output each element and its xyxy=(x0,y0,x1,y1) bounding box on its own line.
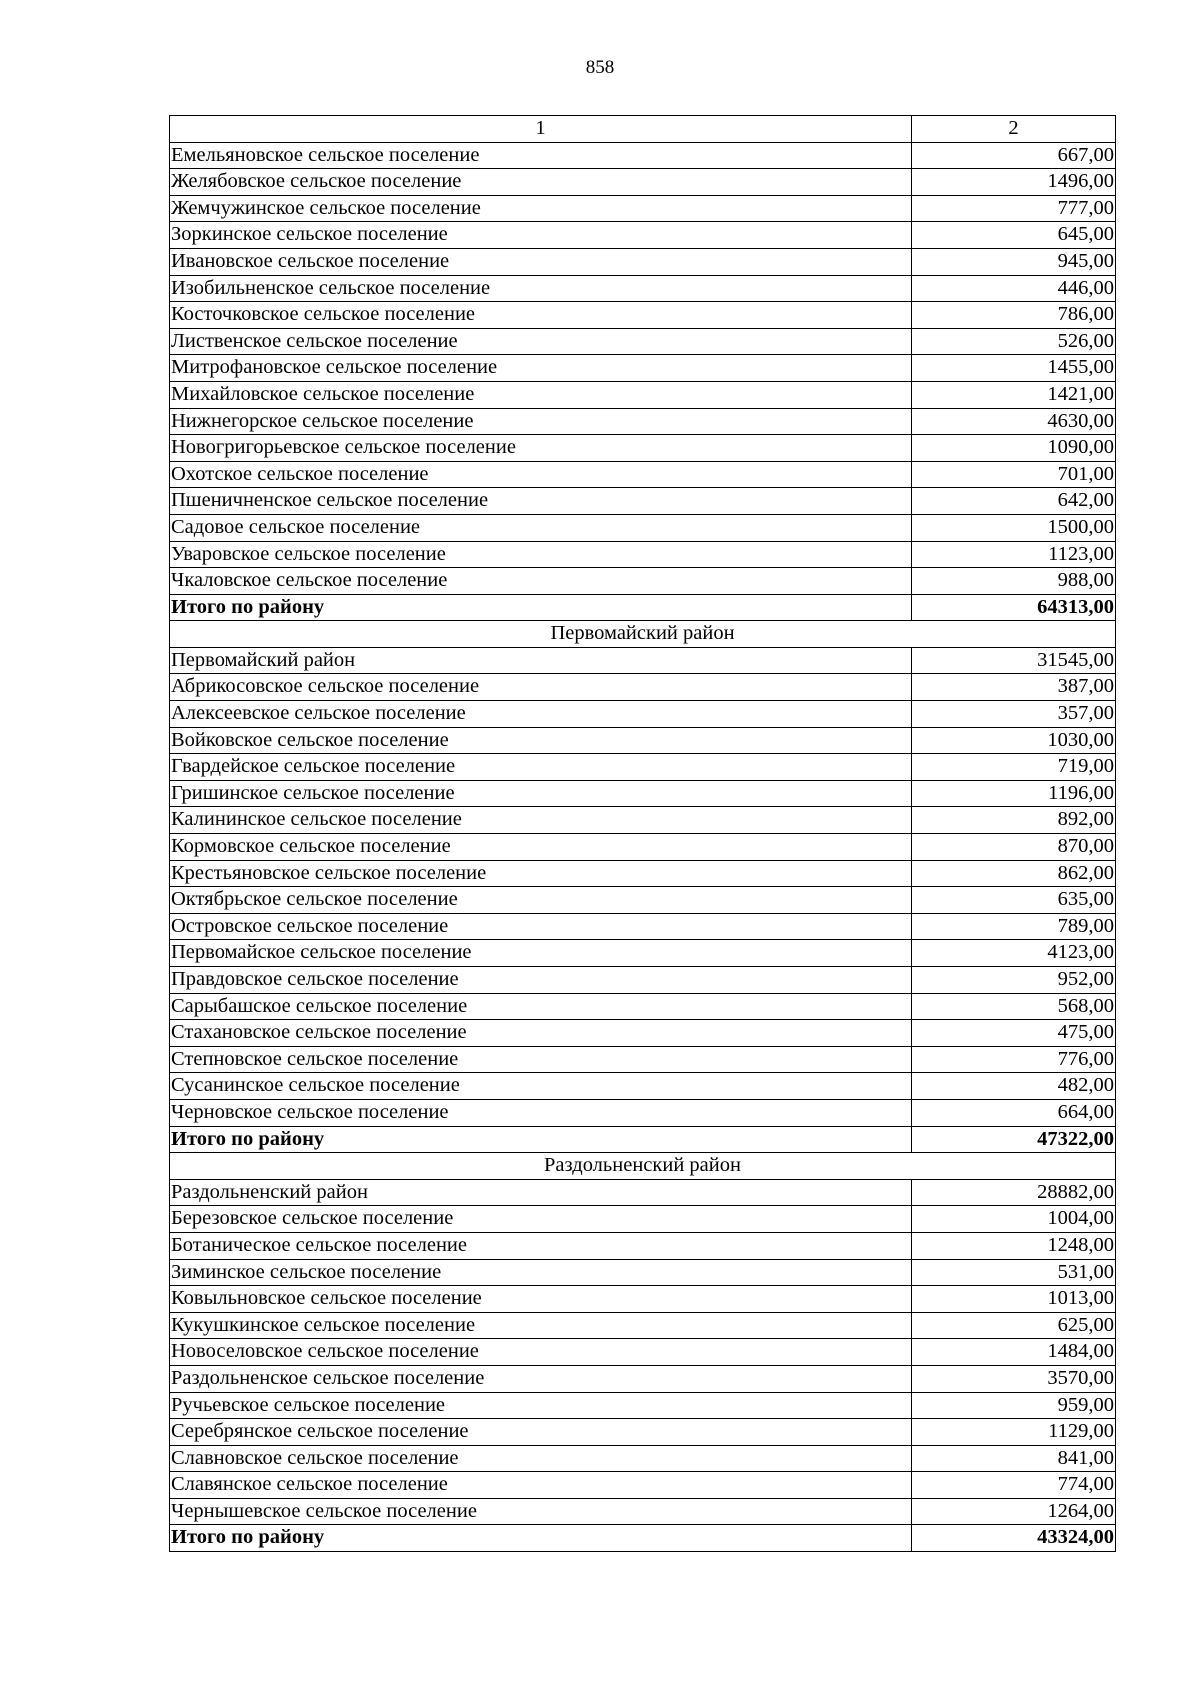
amount-value: 774,00 xyxy=(912,1472,1116,1499)
settlement-name: Раздольненское сельское поселение xyxy=(170,1365,912,1392)
settlement-name: Славянское сельское поселение xyxy=(170,1472,912,1499)
settlement-name: Калининское сельское поселение xyxy=(170,807,912,834)
settlement-name: Изобильненское сельское поселение xyxy=(170,275,912,302)
table-row xyxy=(170,967,1116,994)
table-row xyxy=(170,674,1116,701)
settlement-name: Желябовское сельское поселение xyxy=(170,169,912,196)
amount-value: 664,00 xyxy=(912,1099,1116,1126)
amount-value: 642,00 xyxy=(912,488,1116,515)
amount-value: 1090,00 xyxy=(912,435,1116,462)
settlement-name: Славновское сельское поселение xyxy=(170,1445,912,1472)
table-row xyxy=(170,302,1116,329)
settlement-name: Михайловское сельское поселение xyxy=(170,381,912,408)
table-row xyxy=(170,248,1116,275)
total-row xyxy=(170,1525,1116,1552)
table-row xyxy=(170,913,1116,940)
table-row xyxy=(170,142,1116,169)
settlement-name: Уваровское сельское поселение xyxy=(170,541,912,568)
amount-value: 482,00 xyxy=(912,1073,1116,1100)
amount-value: 1013,00 xyxy=(912,1286,1116,1313)
table-row xyxy=(170,541,1116,568)
amount-value: 1030,00 xyxy=(912,727,1116,754)
total-value: 47322,00 xyxy=(912,1126,1116,1153)
settlement-name: Кормовское сельское поселение xyxy=(170,834,912,861)
table-row xyxy=(170,461,1116,488)
table-row xyxy=(170,647,1116,674)
table-row xyxy=(170,754,1116,781)
section-header-row xyxy=(170,1153,1116,1180)
total-label: Итого по району xyxy=(170,1126,912,1153)
settlement-name: Ботаническое сельское поселение xyxy=(170,1232,912,1259)
table-body xyxy=(170,116,1116,1552)
settlement-name: Березовское сельское поселение xyxy=(170,1206,912,1233)
amount-value: 841,00 xyxy=(912,1445,1116,1472)
section-title: Раздольненский район xyxy=(170,1153,1116,1180)
settlement-name: Первомайский район xyxy=(170,647,912,674)
header-col-1: 1 xyxy=(170,116,912,143)
table-row xyxy=(170,169,1116,196)
settlement-name: Охотское сельское поселение xyxy=(170,461,912,488)
table-row xyxy=(170,727,1116,754)
amount-value: 4123,00 xyxy=(912,940,1116,967)
settlement-name: Зиминское сельское поселение xyxy=(170,1259,912,1286)
amount-value: 1123,00 xyxy=(912,541,1116,568)
table-row xyxy=(170,355,1116,382)
table-header-row xyxy=(170,116,1116,143)
table-row xyxy=(170,807,1116,834)
table-row xyxy=(170,860,1116,887)
settlement-name: Войковское сельское поселение xyxy=(170,727,912,754)
table-row xyxy=(170,222,1116,249)
section-title: Первомайский район xyxy=(170,621,1116,648)
table-row xyxy=(170,1312,1116,1339)
table-row xyxy=(170,1046,1116,1073)
amount-value: 1004,00 xyxy=(912,1206,1116,1233)
table-row xyxy=(170,940,1116,967)
total-label: Итого по району xyxy=(170,1525,912,1552)
amount-value: 777,00 xyxy=(912,195,1116,222)
settlement-name: Степновское сельское поселение xyxy=(170,1046,912,1073)
settlement-name: Раздольненский район xyxy=(170,1179,912,1206)
amount-value: 625,00 xyxy=(912,1312,1116,1339)
table-row xyxy=(170,701,1116,728)
amount-value: 1500,00 xyxy=(912,514,1116,541)
settlement-name: Митрофановское сельское поселение xyxy=(170,355,912,382)
total-label: Итого по району xyxy=(170,594,912,621)
settlement-name: Сарыбашское сельское поселение xyxy=(170,993,912,1020)
settlement-name: Лиственское сельское поселение xyxy=(170,328,912,355)
table-row xyxy=(170,408,1116,435)
table-row xyxy=(170,1073,1116,1100)
table-row xyxy=(170,1206,1116,1233)
table-row xyxy=(170,488,1116,515)
amount-value: 667,00 xyxy=(912,142,1116,169)
amount-value: 701,00 xyxy=(912,461,1116,488)
total-value: 64313,00 xyxy=(912,594,1116,621)
table-row xyxy=(170,435,1116,462)
settlement-name: Ивановское сельское поселение xyxy=(170,248,912,275)
table-row xyxy=(170,568,1116,595)
settlement-name: Гвардейское сельское поселение xyxy=(170,754,912,781)
settlement-name: Гришинское сельское поселение xyxy=(170,780,912,807)
table-row xyxy=(170,381,1116,408)
table-row xyxy=(170,275,1116,302)
table-row xyxy=(170,1232,1116,1259)
settlement-name: Правдовское сельское поселение xyxy=(170,967,912,994)
settlement-name: Сусанинское сельское поселение xyxy=(170,1073,912,1100)
table-row xyxy=(170,887,1116,914)
amount-value: 568,00 xyxy=(912,993,1116,1020)
settlement-name: Зоркинское сельское поселение xyxy=(170,222,912,249)
settlement-name: Чкаловское сельское поселение xyxy=(170,568,912,595)
section-header-row xyxy=(170,621,1116,648)
settlement-name: Островское сельское поселение xyxy=(170,913,912,940)
header-col-2: 2 xyxy=(912,116,1116,143)
table-row xyxy=(170,1392,1116,1419)
settlement-name: Стахановское сельское поселение xyxy=(170,1020,912,1047)
amount-value: 4630,00 xyxy=(912,408,1116,435)
amount-value: 959,00 xyxy=(912,1392,1116,1419)
table-row xyxy=(170,195,1116,222)
table-row xyxy=(170,1419,1116,1446)
amount-value: 3570,00 xyxy=(912,1365,1116,1392)
total-row xyxy=(170,1126,1116,1153)
settlement-name: Косточковское сельское поселение xyxy=(170,302,912,329)
table-row xyxy=(170,1498,1116,1525)
table-row xyxy=(170,1259,1116,1286)
amount-value: 789,00 xyxy=(912,913,1116,940)
amount-value: 446,00 xyxy=(912,275,1116,302)
amount-value: 1248,00 xyxy=(912,1232,1116,1259)
amount-value: 387,00 xyxy=(912,674,1116,701)
page-number: 858 xyxy=(585,57,615,78)
table-row xyxy=(170,1179,1116,1206)
data-table xyxy=(169,115,1116,1552)
settlement-name: Садовое сельское поселение xyxy=(170,514,912,541)
amount-value: 786,00 xyxy=(912,302,1116,329)
table-row xyxy=(170,1286,1116,1313)
total-row xyxy=(170,594,1116,621)
settlement-name: Жемчужинское сельское поселение xyxy=(170,195,912,222)
amount-value: 1264,00 xyxy=(912,1498,1116,1525)
amount-value: 31545,00 xyxy=(912,647,1116,674)
amount-value: 1421,00 xyxy=(912,381,1116,408)
settlement-name: Емельяновское сельское поселение xyxy=(170,142,912,169)
amount-value: 945,00 xyxy=(912,248,1116,275)
table-row xyxy=(170,1099,1116,1126)
amount-value: 862,00 xyxy=(912,860,1116,887)
amount-value: 1129,00 xyxy=(912,1419,1116,1446)
settlement-name: Ручьевское сельское поселение xyxy=(170,1392,912,1419)
amount-value: 1484,00 xyxy=(912,1339,1116,1366)
amount-value: 531,00 xyxy=(912,1259,1116,1286)
amount-value: 635,00 xyxy=(912,887,1116,914)
table-row xyxy=(170,780,1116,807)
amount-value: 952,00 xyxy=(912,967,1116,994)
table-row xyxy=(170,1020,1116,1047)
settlement-name: Черновское сельское поселение xyxy=(170,1099,912,1126)
settlement-name: Серебрянское сельское поселение xyxy=(170,1419,912,1446)
table-row xyxy=(170,1365,1116,1392)
settlement-name: Абрикосовское сельское поселение xyxy=(170,674,912,701)
settlement-name: Крестьяновское сельское поселение xyxy=(170,860,912,887)
settlement-name: Новогригорьевское сельское поселение xyxy=(170,435,912,462)
table-row xyxy=(170,993,1116,1020)
amount-value: 776,00 xyxy=(912,1046,1116,1073)
settlement-name: Первомайское сельское поселение xyxy=(170,940,912,967)
table-row xyxy=(170,1472,1116,1499)
amount-value: 357,00 xyxy=(912,701,1116,728)
table-row xyxy=(170,328,1116,355)
amount-value: 870,00 xyxy=(912,834,1116,861)
table-row xyxy=(170,1445,1116,1472)
settlement-name: Пшеничненское сельское поселение xyxy=(170,488,912,515)
amount-value: 892,00 xyxy=(912,807,1116,834)
settlement-name: Новоселовское сельское поселение xyxy=(170,1339,912,1366)
table-row xyxy=(170,514,1116,541)
settlement-name: Кукушкинское сельское поселение xyxy=(170,1312,912,1339)
total-value: 43324,00 xyxy=(912,1525,1116,1552)
amount-value: 1196,00 xyxy=(912,780,1116,807)
table-row xyxy=(170,1339,1116,1366)
settlement-name: Чернышевское сельское поселение xyxy=(170,1498,912,1525)
amount-value: 28882,00 xyxy=(912,1179,1116,1206)
amount-value: 1496,00 xyxy=(912,169,1116,196)
amount-value: 526,00 xyxy=(912,328,1116,355)
table-row xyxy=(170,834,1116,861)
settlement-name: Ковыльновское сельское поселение xyxy=(170,1286,912,1313)
amount-value: 1455,00 xyxy=(912,355,1116,382)
amount-value: 475,00 xyxy=(912,1020,1116,1047)
settlement-name: Алексеевское сельское поселение xyxy=(170,701,912,728)
amount-value: 719,00 xyxy=(912,754,1116,781)
settlement-name: Октябрьское сельское поселение xyxy=(170,887,912,914)
settlement-name: Нижнегорское сельское поселение xyxy=(170,408,912,435)
amount-value: 988,00 xyxy=(912,568,1116,595)
amount-value: 645,00 xyxy=(912,222,1116,249)
